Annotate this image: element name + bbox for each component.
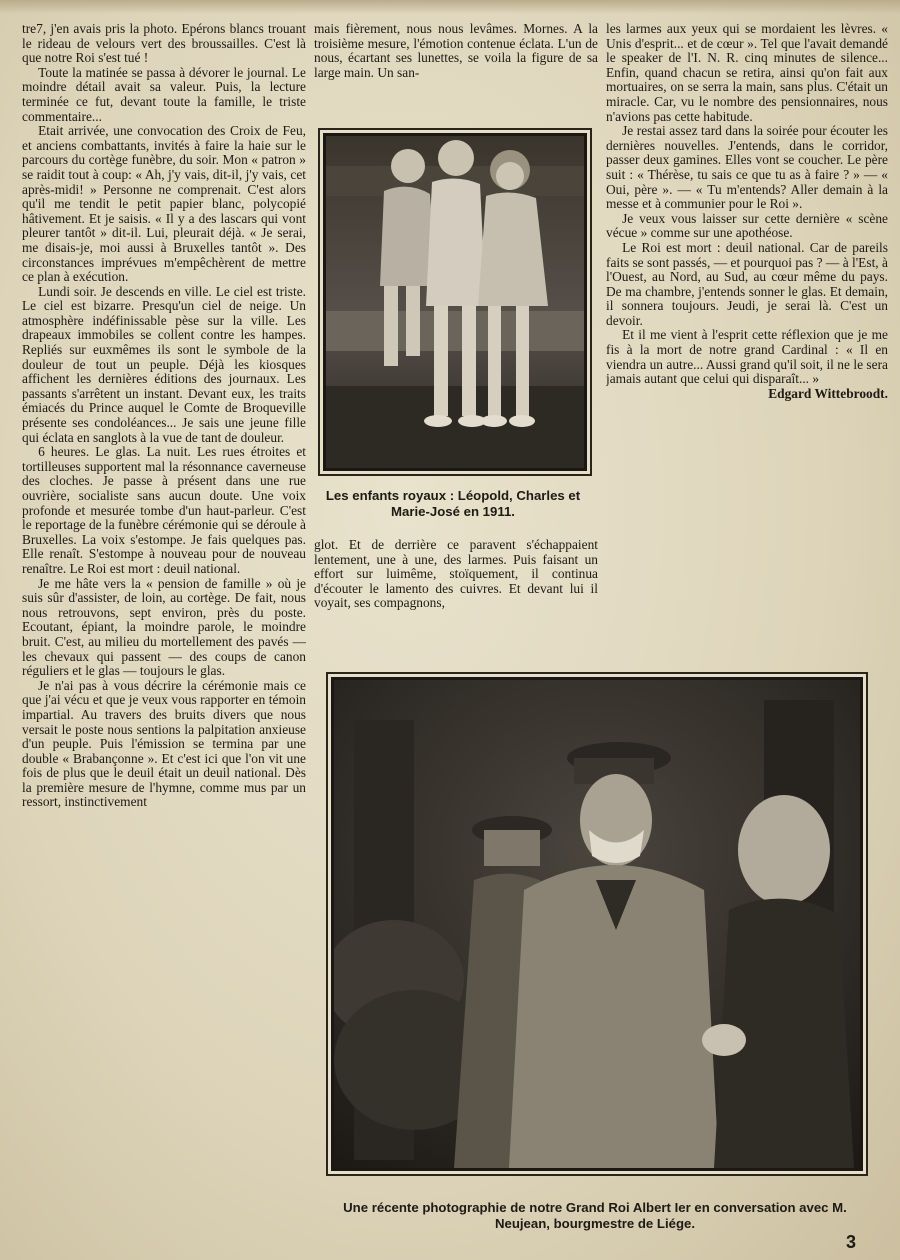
paragraph: Lundi soir. Je descends en ville. Le ciel est triste. Le ciel est bizarre. Presqu'un ciel de neige. Un atmosphère indéfinissable pèse sur la ville. Les drapeaux immobiles se collent contre les hampes. Repliés sur euxmêmes ils sont le symbole de la douleur de tout un peuple. Déjà les kiosques affichent les dernières éditions des journaux. Les passants s'arrêtent un instant. Devant eux, les traits émiacés du Prince auquel le Comte de Broqueville présente ses condoléances... Je sais une jeune fille qui éclata en sanglots à la vue de tant de douleur. <box>22 283 306 445</box>
royal-children-photo <box>318 128 592 476</box>
author-signature: Edgard Wittebroodt. <box>768 385 888 401</box>
page-number: 3 <box>846 1232 857 1252</box>
paragraph: Le Roi est mort : deuil national. Car de pareils faits se sont passés, — et pourquoi pas ? — à l'Est, à l'Ouest, au Nord, au Sud, au cœur même du pays. De ma chambre, j'entends sonner le glas. Et demain, il sonnera toujours. Jeudi, je serai là. C'est un devoir. <box>606 239 888 328</box>
king-albert-photo-caption: Une récente photographie de notre Grand Roi Albert Ier en conversation avec M. Neujean, bourgmestre de Liége. <box>343 1200 847 1231</box>
paragraph: Je n'ai pas à vous décrire la cérémonie mais ce que j'ai vécu et que je veux vous rapporter en témoin impartial. Au travers des bruits divers que nous versait le poste nous sentions la palpitation anxieuse d'un peuple. Puis l'émission se termina par une double « Brabançonne ». Et c'est ici que l'on vit une fois de plus que le deuil était un deuil national. Dès la première mesure de l'hymne, comme mus par un ressort, instinctivement <box>22 677 306 810</box>
paragraph: mais fièrement, nous nous levâmes. Mornes. A la troisième mesure, l'émotion contenue éclata. L'un de nous, écartant ses lunettes, se voila la figure de sa large main. Un san- <box>314 22 598 80</box>
king-albert-photo <box>326 672 868 1176</box>
paragraph: les larmes aux yeux qui se mordaient les lèvres. « Unis d'esprit... et de cœur ». Tel que l'avait demandé le speaker de l'I. N. R. cinq minutes de silence... Enfin, quand chacun se retira, ainsi qu'on fait aux mortuaires, on se serra la main, sans plus. C'était un miracle. Car, vu le nombre des pensionnaires, nous n'avions pas cette habitude. <box>606 22 888 124</box>
paragraph: Je restai assez tard dans la soirée pour écouter les dernières nouvelles. J'entends, dans le corridor, passer deux gamines. Elles vont se coucher. Le père suit : « Thérèse, tu sais ce que tu as à faire ? » — « Oui, père ». — « Tu m'entends? Aller demain à la messe et à communier pour le Roi ». <box>606 123 888 212</box>
text-column-2-bottom <box>314 538 598 634</box>
text-column-3 <box>606 22 888 637</box>
text-column-2-top <box>314 22 598 112</box>
royal-children-photo-image <box>326 136 584 468</box>
royal-children-photo-caption: Les enfants royaux : Léopold, Charles et Marie-José en 1911. <box>325 488 581 519</box>
page-edge-shadow <box>0 0 900 14</box>
text-column-1 <box>22 22 306 1240</box>
paragraph: Toute la matinée se passa à dévorer le journal. Le moindre détail avait sa valeur. Puis, la lecture terminée ce fut, devant toute la famille, le triste commentaire... <box>22 64 306 124</box>
paragraph: Je me hâte vers la « pension de famille » où je suis sûr d'assister, de loin, au cortège. De fait, nous nous retrouvons, sept environ, près du poste. Ecoutant, épiant, la moindre parole, le moindre bruit. C'est, au milieu du mortellement des pavés — les chevaux qui passent — des coups de canon réguliers et le glas — toujours le glas. <box>22 575 306 679</box>
paragraph: 6 heures. Le glas. La nuit. Les rues étroites et tortilleuses supportent mal la résonnance caverneuse des cloches. Je passe à présent dans une rue ouvrière, socialiste sans aucun doute. Une voix profonde et mesurée tombe d'un haut-parleur. C'est le reportage de la funèbre cérémonie qui se déroule à Bruxelles. La voix s'estompe. Je fais quelques pas. Elle renaît. S'estompe à nouveau pour de nouveau renaître. Le Roi est mort : deuil national. <box>22 444 306 576</box>
paragraph: tre7, j'en avais pris la photo. Epérons blancs trouant le rideau de velours vert des broussailles. C'est là que notre Roi s'est tué ! <box>22 22 306 66</box>
paragraph: Et il me vient à l'esprit cette réflexion que je me fis à la mort de notre grand Cardinal : « Il en viendra un autre... Aussi grand qu'il soit, il ne le sera jamais autant que celui qui disparaît... » <box>606 327 888 387</box>
paragraph: Je veux vous laisser sur cette dernière « scène vécue » comme sur une apothéose. <box>606 210 888 241</box>
king-albert-photo-image <box>334 680 860 1168</box>
paragraph: glot. Et de derrière ce paravent s'échappaient lentement, une à une, des larmes. Puis faisant un effort sur luimême, stoïquement, il continua d'écouter le lamento des cuivres. Et devant lui il voyait, ses compagnons, <box>314 538 598 611</box>
paragraph: Etait arrivée, une convocation des Croix de Feu, et anciens combattants, invités à faire la haie sur le parcours du cortège funèbre, du soir. Mon « patron » se raidit tout à coup: « Ah, j'y vais, dit-il, j'y vais, cet après-midi! » Personne ne comprenait. C'est alors qu'il me tendit le petit papier blanc, polycopié hâtivement. Et je saisis. « Il y a des lascars qui vont pleurer tantôt » dit-il. Lui, pleurait déjà. « Je serai, me disais-je, moi aussi à Bruxelles tantôt ». Des circonstances imprévues m'empêchèrent de mettre ce plan à exécution. <box>22 123 306 285</box>
